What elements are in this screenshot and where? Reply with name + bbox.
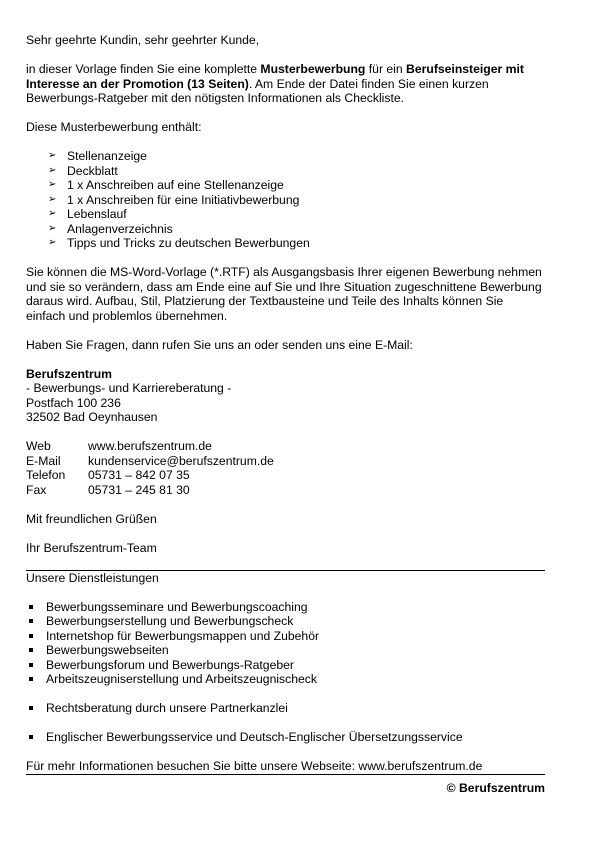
list-item: ➢ Stellenanzeige <box>48 149 147 163</box>
contact-row <box>26 483 545 498</box>
arrow-bullet-icon: ➢ <box>48 237 57 248</box>
list-item: ➢ Deckblatt <box>48 163 118 178</box>
contents-list <box>26 149 545 251</box>
intro-text-2: für ein <box>365 62 407 76</box>
arrow-bullet-icon: ➢ <box>48 193 57 205</box>
address-line: 32502 Bad Oeynhausen <box>26 410 158 424</box>
contact-value[interactable]: www.berufszentrum.de <box>88 439 212 453</box>
square-bullet-icon <box>29 605 33 609</box>
list-item: Bewerbungsseminare und Bewerbungscoaching <box>26 600 545 615</box>
arrow-bullet-icon: ➢ <box>48 150 57 161</box>
services-list <box>26 730 545 745</box>
square-bullet-icon <box>29 648 33 652</box>
contact-label: Fax <box>26 482 47 497</box>
contents-heading: Diese Musterbewerbung enthält: <box>26 120 202 134</box>
document-page <box>26 33 545 795</box>
address-line: - Bewerbungs- und Karriereberatung - <box>26 381 232 395</box>
square-bullet-icon <box>29 619 33 623</box>
address-line: Postfach 100 236 <box>26 395 121 410</box>
copyright: © Berufszentrum <box>446 780 545 795</box>
closing: Mit freundlichen Grüßen <box>26 511 157 526</box>
contact-value[interactable]: kundenservice@berufszentrum.de <box>88 453 274 468</box>
signature: Ihr Berufszentrum-Team <box>26 540 157 555</box>
salutation: Sehr geehrte Kundin, sehr geehrter Kunde, <box>26 33 260 47</box>
contact-label: E-Mail <box>26 453 61 468</box>
arrow-bullet-icon: ➢ <box>48 222 57 234</box>
contact-row <box>26 454 545 469</box>
contact-row <box>26 468 545 483</box>
contact-value: 05731 – 245 81 30 <box>88 482 190 497</box>
intro-text-3: . Am Ende der Datei finden Sie einen kurzen Bewerbungs-Ratgeber mit den nötigsten Informationen als Checkliste. <box>26 76 489 105</box>
arrow-bullet-icon: ➢ <box>48 164 57 176</box>
address-block <box>26 367 545 425</box>
services-list <box>26 701 545 716</box>
list-item: Bewerbungswebseiten <box>26 643 545 658</box>
intro-text-1: in dieser Vorlage finden Sie eine komplette <box>26 62 261 76</box>
square-bullet-icon <box>29 634 33 638</box>
square-bullet-icon <box>29 706 33 710</box>
services-list <box>26 600 545 687</box>
company-name: Berufszentrum <box>26 366 113 381</box>
list-item: Bewerbungsforum und Bewerbungs-Ratgeber <box>26 658 545 673</box>
list-item: ➢ Anlagenverzeichnis <box>48 221 173 236</box>
services-heading: Unsere Dienstleistungen <box>26 570 159 585</box>
list-item: Internetshop für Bewerbungsmappen und Zubehör <box>26 629 545 644</box>
contact-table <box>26 439 545 497</box>
list-item: Englischer Bewerbungsservice und Deutsch-Englischer Übersetzungsservice <box>26 730 545 745</box>
list-item: ➢ 1 x Anschreiben auf eine Stellenanzeige <box>48 178 284 192</box>
list-item: ➢ 1 x Anschreiben für eine Initiativbewerbung <box>48 192 300 207</box>
square-bullet-icon <box>29 735 33 739</box>
contact-value: 05731 – 842 07 35 <box>88 468 190 482</box>
questions-paragraph: Haben Sie Fragen, dann rufen Sie uns an oder senden uns eine E-Mail: <box>26 337 413 352</box>
contact-label: Web <box>26 439 51 453</box>
list-item: Rechtsberatung durch unsere Partnerkanzlei <box>26 701 545 716</box>
intro-bold-1: Musterbewerbung <box>260 62 366 76</box>
contact-label: Telefon <box>26 468 66 482</box>
list-item: Bewerbungserstellung und Bewerbungscheck <box>26 614 545 629</box>
square-bullet-icon <box>29 663 33 667</box>
usage-paragraph: Sie können die MS-Word-Vorlage (*.RTF) als Ausgangsbasis Ihrer eigenen Bewerbung nehmen und sie so verändern, dass am Ende eine auf Sie und Ihre Situation zugeschnittene Bewerbung daraus wird. Aufbau, Stil, Platzierung der Textbausteine und Teile des Inhalts können Sie einfach und problemlos übernehmen. <box>26 265 542 323</box>
arrow-bullet-icon: ➢ <box>48 208 57 219</box>
list-item: ➢ Lebenslauf <box>48 207 127 221</box>
intro-paragraph <box>26 62 545 106</box>
contact-row <box>26 439 545 454</box>
more-info: Für mehr Informationen besuchen Sie bitte unsere Webseite: www.berufszentrum.de <box>26 759 483 773</box>
list-item: Arbeitszeugniserstellung und Arbeitszeugnischeck <box>26 672 545 687</box>
intro-bold-2: Berufseinsteiger mit Interesse an der Promotion (13 Seiten) <box>26 62 524 91</box>
arrow-bullet-icon: ➢ <box>48 179 57 190</box>
square-bullet-icon <box>29 677 33 681</box>
list-item: ➢ Tipps und Tricks zu deutschen Bewerbungen <box>48 236 310 250</box>
